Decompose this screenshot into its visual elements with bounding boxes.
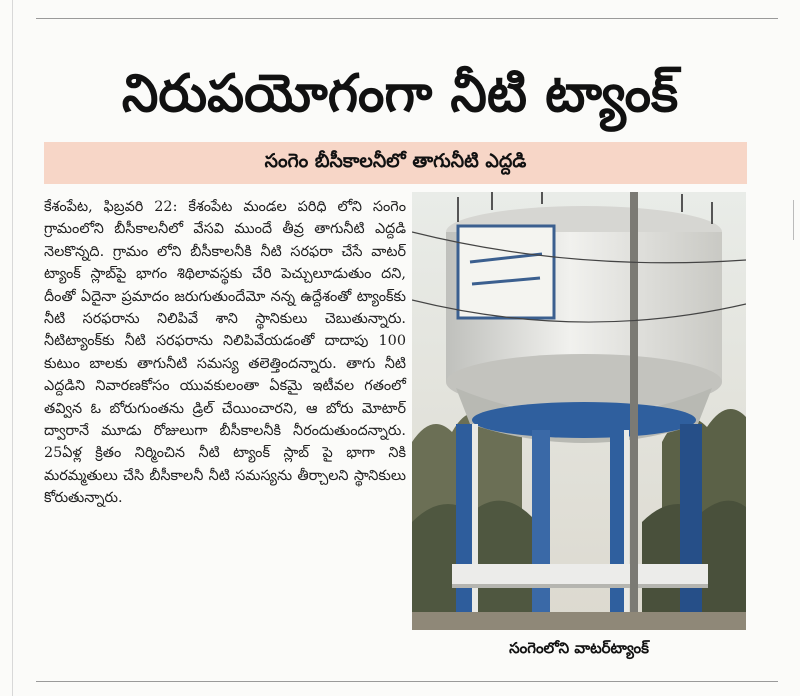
article-headline: నిరుపయోగంగా నీటి ట్యాంక్ <box>121 63 679 124</box>
bottom-rule <box>36 681 778 682</box>
article-body <box>44 196 406 510</box>
body-paragraph: కేశంపేట, ఫిబ్రవరి 22: కేశంపేట మండల పరిధి లోని సంగెం గ్రామంలోని బీసీకాలనీలో వేసవి ముందే తీవ్ర తాగునీటి ఎద్దడి నెలకొన్నది. గ్రామం లోని బీసీకాలనీకి నీటి సరఫరా చేసే వాటర్ ట్యాంక్ స్లాబ్‌పై భాగం శిథిలావస్థకు చేరి పెచ్చులూడుతుం దని, దీంతో ఏదైనా ప్రమాదం జరుగుతుందేమో నన్న ఉద్దేశంతో ట్యాంక్‌కు నీటి సరఫరాను నిలిపివే శాని స్థానికులు చెబుతున్నారు. నీటిట్యాంక్‌కు నీటి సరఫరాను నిలిపివేయడంతో దాదాపు 100 కుటుం బాలకు తాగునీటి సమస్య తలెత్తిందన్నారు. తాగు నీటి ఎద్దడిని నివారణకోసం యువకులంతా ఏకమై ఇటీవల గతంలో తవ్విన ఓ బోరుగుంతను డ్రిల్ చేయించారని, ఆ బోరు మోటార్ ద్వారానే మూడు రోజులుగా బీసీకాలనీకి నీరందుతుందన్నారు. 25ఏళ్ల క్రితం నిర్మించిన నీటి ట్యాంక్ స్లాబ్ పై భాగా నికి మరమ్మతులు చేసి బీసీకాలనీ నీటి సమస్యను తీర్చాలని స్థానికులు కోరుతున్నారు. <box>44 199 406 507</box>
top-rule <box>36 18 778 19</box>
page-margin <box>0 0 13 696</box>
subheadline-text: సంగెం బీసీకాలనీలో తాగునీటి ఎద్దడి <box>264 149 527 172</box>
article-subheadline <box>44 142 747 184</box>
photo-caption: సంగెంలోని వాటర్‌ట్యాంక్ <box>509 639 649 657</box>
page-edge <box>793 200 800 240</box>
water-tank-photo <box>412 192 746 630</box>
